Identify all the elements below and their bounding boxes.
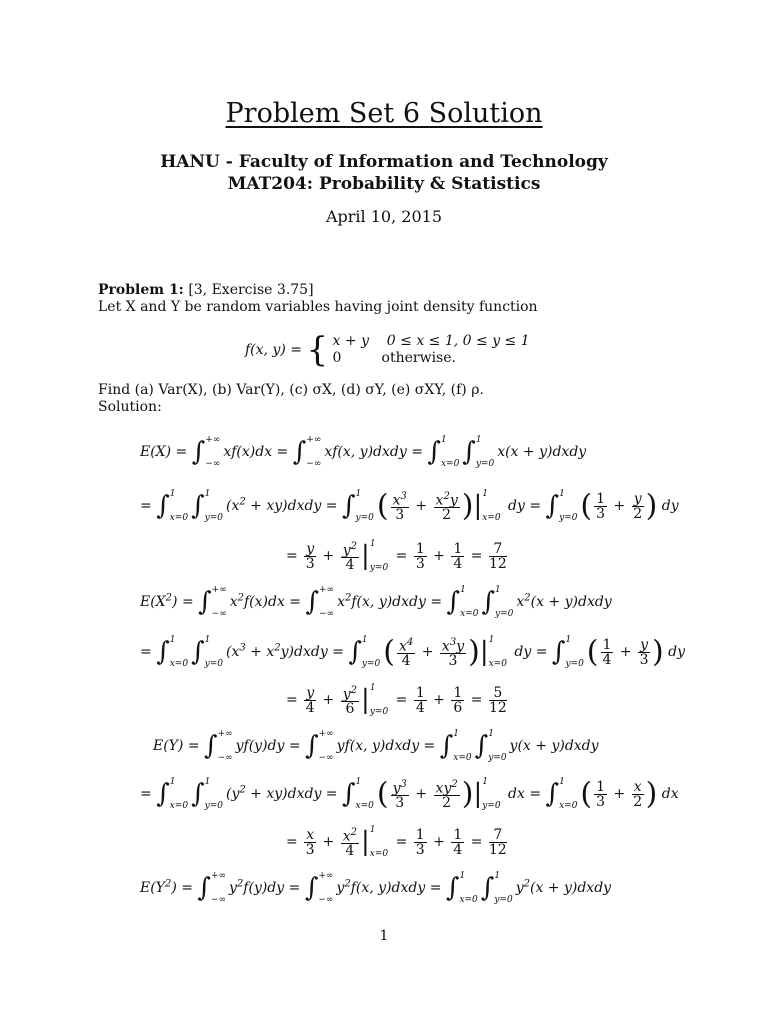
problem-heading: Problem 1:	[98, 282, 184, 298]
equation-ex2-line2: = ∫ 1 x=0 ∫ 1 y=0 ($x^3$ + $x^2y)dxdy$ = ∫ 1 y=0 ( $\frac{x^4}{4}$ + $\frac{x^3y}{3}$ )| 1 x=0 dy = ∫ 1 y=0 ( $\frac{1}{4}$ + $\frac{y}{3}$ ) dy	[140, 634, 686, 670]
institution-subtitle: HANU - Faculty of Information and Technology	[160, 152, 608, 172]
page-number: 1	[379, 928, 389, 944]
equation-ey2-line1: $E(Y^2)$ = ∫ +∞ −∞ $y^2f(y)dy$ = ∫ +∞ −∞ $y^2f(x$, y)dxdy = ∫ 1 x=0 ∫ 1 y=0 $y^2(x$ + y)dxdy	[140, 871, 612, 905]
equation-ey-line2: = ∫ 1 x=0 ∫ 1 y=0 ($y^2$ + xy)dxdy = ∫ 1 x=0 ( $\frac{y^3}{3}$ + $\frac{xy^2}{2}$ )| 1 y=0 dx = ∫ 1 x=0 ( $\frac{1}{3}$ + $\frac{x}{2}$ ) dx	[140, 776, 679, 812]
solution-label: Solution:	[98, 399, 162, 415]
equation-ey-line3: = $\frac{x}{3}$ + $\frac{x^2}{4}$ | 1 x=0 = $\frac{1}{3}$ + $\frac{1}{4}$ = $\frac{7}{12}$	[286, 825, 507, 860]
problem-reference: [3, Exercise 3.75]	[188, 282, 314, 298]
density-function-equation: f(x, y) = { x + y 0 ≤ x ≤ 1, 0 ≤ y ≤ 1 0 otherwise.	[245, 330, 530, 370]
problem-question: Find (a) Var(X), (b) Var(Y), (c) σX, (d) σY, (e) σXY, (f) ρ.	[98, 382, 484, 398]
document-date: April 10, 2015	[325, 207, 442, 226]
course-subtitle: MAT204: Probability & Statistics	[227, 174, 541, 194]
equation-ex-line1: E(X) = ∫ +∞ −∞ xf(x)dx = ∫ +∞ −∞ xf(x, y)dxdy = ∫ 1 x=0 ∫ 1 y=0 x(x + y)dxdy	[140, 435, 587, 469]
equation-ex2-line3: = $\frac{y}{4}$ + $\frac{y^2}{6}$ | 1 y=0 = $\frac{1}{4}$ + $\frac{1}{6}$ = $\frac{5}{12}$	[286, 683, 507, 718]
document-title: Problem Set 6 Solution	[225, 98, 543, 129]
equation-ex2-line1: $E(X^2)$ = ∫ +∞ −∞ $x^2f(x)dx$ = ∫ +∞ −∞ $x^2f(x$, y)dxdy = ∫ 1 x=0 ∫ 1 y=0 $x^2(x$ + y)dxdy	[140, 585, 612, 619]
equation-ex-line3: = $\frac{y}{3}$ + $\frac{y^2}{4}$ | 1 y=0 = $\frac{1}{3}$ + $\frac{1}{4}$ = $\frac{7}{12}$	[286, 539, 507, 574]
problem-heading-line	[98, 282, 314, 298]
equation-ex-line2: = ∫ 1 x=0 ∫ 1 y=0 ($x^2$ + xy)dxdy = ∫ 1 y=0 ( $\frac{x^3}{3}$ + $\frac{x^2y}{2}$ )| 1 x=0 dy = ∫ 1 y=0 ( $\frac{1}{3}$ + $\frac{y}{2}$ ) dy	[140, 488, 679, 524]
problem-statement: Let X and Y be random variables having joint density function	[98, 299, 538, 315]
equation-ey-line1: E(Y) = ∫ +∞ −∞ yf(y)dy = ∫ +∞ −∞ yf(x, y)dxdy = ∫ 1 x=0 ∫ 1 y=0 y(x + y)dxdy	[153, 729, 599, 763]
